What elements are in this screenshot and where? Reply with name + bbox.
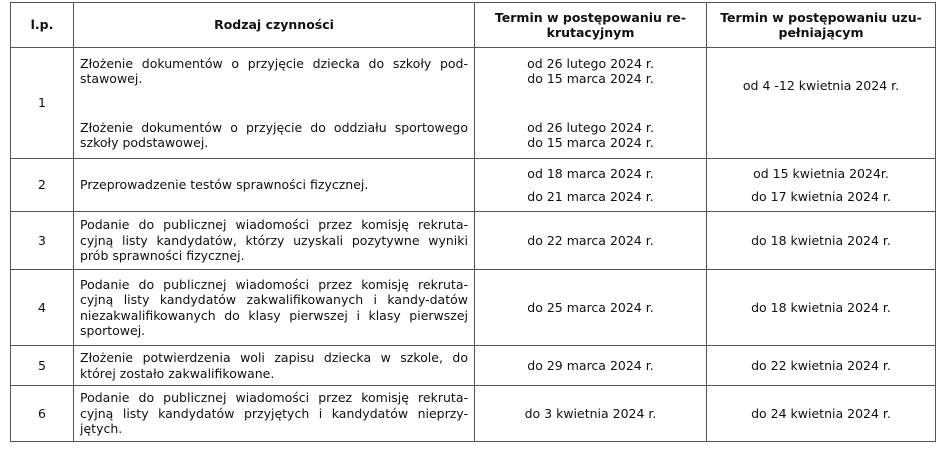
row-number: 3	[11, 212, 74, 270]
supplementary-cell	[707, 159, 936, 212]
date-text: do 17 kwietnia 2024 r.	[751, 189, 891, 204]
date-text: od 18 marca 2024 r.	[527, 165, 654, 181]
table-row	[11, 386, 936, 442]
date-text: do 21 marca 2024 r.	[527, 189, 654, 204]
table-row	[11, 346, 936, 386]
header-lp: l.p.	[11, 3, 74, 48]
header-row	[11, 3, 936, 48]
table-row	[11, 212, 936, 270]
date-text: od 15 kwietnia 2024r.	[753, 165, 889, 181]
date-text: do 18 kwietnia 2024 r.	[707, 212, 936, 270]
activity-text: Złożenie dokumentów o przyjęcie dziecka do szkoły pod-stawowej.	[80, 55, 468, 86]
activity-cell	[74, 48, 475, 159]
activity-text: Złożenie potwierdzenia woli zapisu dziecka w szkole, do której zostało zakwalifikowane.	[74, 346, 475, 386]
date-text: do 24 kwietnia 2024 r.	[707, 386, 936, 442]
table-row	[11, 48, 936, 159]
row-number: 5	[11, 346, 74, 386]
row-number: 6	[11, 386, 74, 442]
recruitment-cell	[475, 159, 707, 212]
table-row	[11, 159, 936, 212]
header-supplementary: Termin w postępowaniu uzu-pełniającym	[707, 3, 936, 48]
activity-text: Podanie do publicznej wiadomości przez komisję rekruta-cyjną listy kandydatów zakwalifikowanych i kandy-datów niezakwalifikowanych do klasy pierwszej i klasy pierwszej sportowej.	[74, 270, 475, 346]
table-row	[11, 270, 936, 346]
activity-text: Złożenie dokumentów o przyjęcie do oddziału sportowego szkoły podstawowej.	[80, 119, 468, 150]
header-activity: Rodzaj czynności	[74, 3, 475, 48]
recruitment-cell	[475, 48, 707, 159]
date-text: do 22 kwietnia 2024 r.	[707, 346, 936, 386]
date-text: do 15 marca 2024 r.	[527, 71, 654, 86]
date-text: od 4 -12 kwietnia 2024 r.	[742, 78, 900, 93]
row-number: 4	[11, 270, 74, 346]
date-text: do 25 marca 2024 r.	[475, 270, 707, 346]
date-text: do 22 marca 2024 r.	[475, 212, 707, 270]
activity-text: Podanie do publicznej wiadomości przez komisję rekruta-cyjną listy kandydatów, którzy uzyskali pozytywne wyniki prób sprawności fizycznej.	[74, 212, 475, 270]
date-text: do 18 kwietnia 2024 r.	[707, 270, 936, 346]
date-text: od 26 lutego 2024 r.	[527, 55, 654, 71]
activity-text: Podanie do publicznej wiadomości przez komisję rekruta-cyjną listy kandydatów przyjętych i kandydatów nieprzy-jętych.	[74, 386, 475, 442]
row-number: 1	[11, 48, 74, 159]
activity-text: Przeprowadzenie testów sprawności fizycznej.	[74, 159, 475, 212]
schedule-table	[10, 2, 936, 442]
header-recruitment: Termin w postępowaniu re-krutacyjnym	[475, 3, 707, 48]
date-text: do 3 kwietnia 2024 r.	[475, 386, 707, 442]
date-text: do 15 marca 2024 r.	[527, 135, 654, 150]
supplementary-cell	[707, 48, 936, 159]
date-text: do 29 marca 2024 r.	[475, 346, 707, 386]
row-number: 2	[11, 159, 74, 212]
date-text: od 26 lutego 2024 r.	[527, 119, 654, 135]
